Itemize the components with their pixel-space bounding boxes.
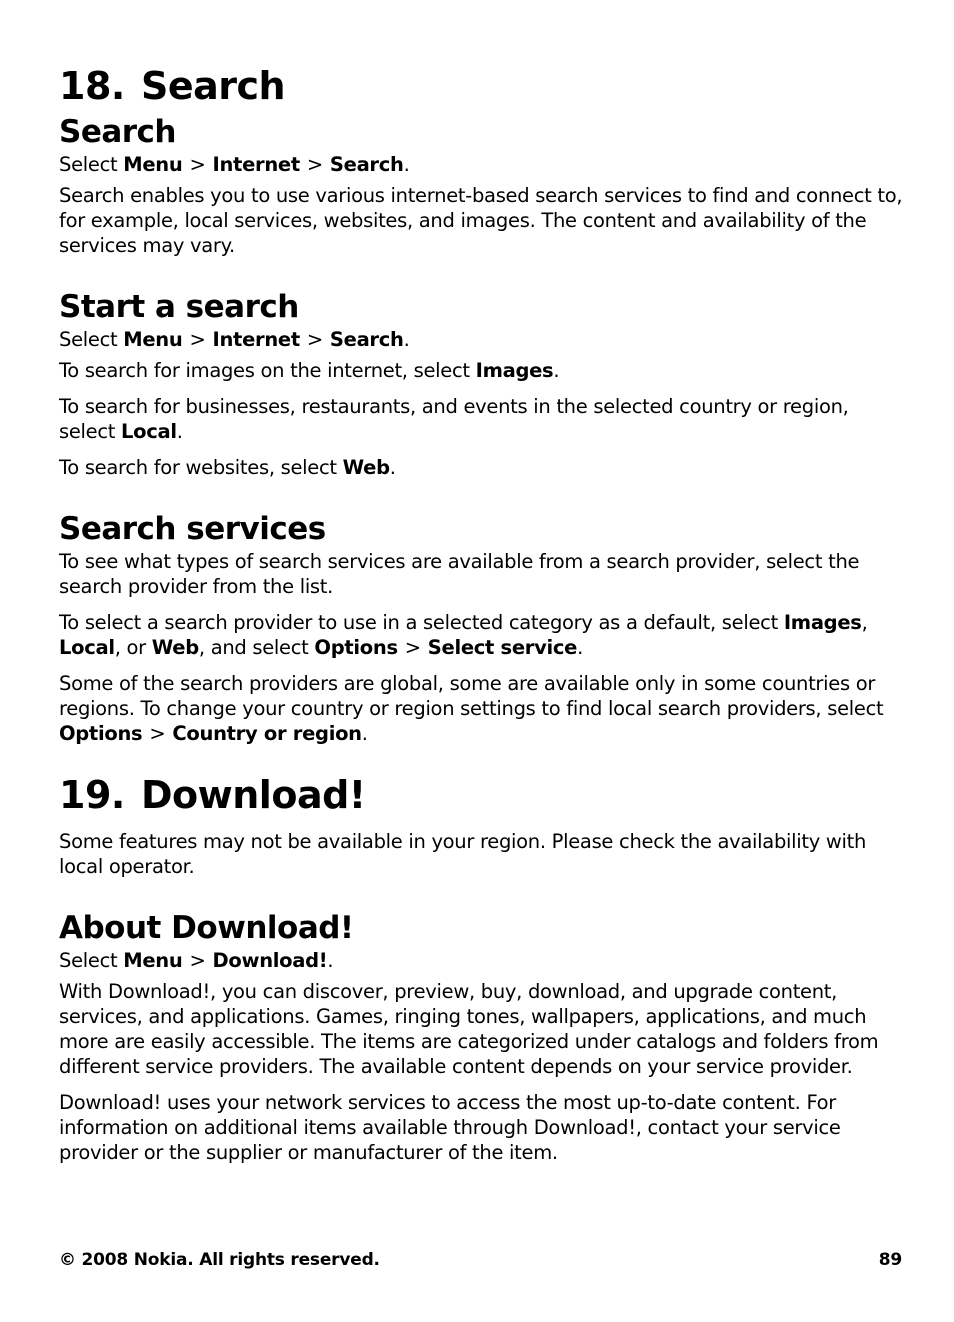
- option-images: Images: [783, 611, 862, 634]
- menu-link-menu: Menu: [123, 328, 183, 351]
- chapter-title-download: [59, 769, 907, 821]
- menu-path: Select Menu > Internet > Search.: [59, 328, 410, 351]
- copyright-notice: © 2008 Nokia. All rights reserved.: [59, 1250, 380, 1270]
- manual-page: [59, 60, 907, 1176]
- chapter-title-text: Search: [141, 64, 286, 108]
- page-footer: [59, 1248, 902, 1272]
- menu-link-options: Options: [59, 722, 143, 745]
- chapter-number: 18.: [59, 64, 125, 108]
- option-local: Local: [121, 420, 177, 443]
- paragraph: To select a search provider to use in a selected category as a default, select Images, Local, or Web, and select Options > Select service.: [59, 611, 868, 659]
- page-number: 89: [878, 1250, 902, 1270]
- option-local: Local: [59, 636, 115, 659]
- section-heading-about-download: About Download!: [59, 910, 354, 946]
- option-images: Images: [475, 359, 554, 382]
- option-web: Web: [342, 456, 390, 479]
- option-web: Web: [151, 636, 199, 659]
- chapter-title-search: [59, 60, 907, 112]
- chapter-title-text: Download!: [141, 773, 366, 817]
- menu-path: Select Menu > Internet > Search.: [59, 153, 410, 176]
- paragraph: To search for websites, select Web.: [59, 456, 396, 479]
- menu-link-search: Search: [329, 153, 404, 176]
- section-heading-search-services: Search services: [59, 511, 326, 547]
- paragraph: To search for businesses, restaurants, and events in the selected country or region, select Local.: [59, 395, 849, 443]
- section-heading-start-a-search: Start a search: [59, 289, 299, 325]
- paragraph: Download! uses your network services to access the most up-to-date content. For information on additional items available through Download!, contact your service provider or the supplier or manufacturer of the item.: [59, 1091, 841, 1164]
- menu-link-download: Download!: [212, 949, 328, 972]
- menu-link-internet: Internet: [212, 153, 300, 176]
- menu-link-menu: Menu: [123, 153, 183, 176]
- paragraph: To search for images on the internet, select Images.: [59, 359, 560, 382]
- menu-link-options: Options: [314, 636, 398, 659]
- menu-link-internet: Internet: [212, 328, 300, 351]
- chapter-number: 19.: [59, 773, 125, 817]
- paragraph: Some of the search providers are global, some are available only in some countries or regions. To change your country or region settings to find local search providers, select Options > Country or region.: [59, 672, 884, 745]
- paragraph: Some features may not be available in your region. Please check the availability with local operator.: [59, 830, 867, 878]
- paragraph: Search enables you to use various internet-based search services to find and connect to, for example, local services, websites, and images. The content and availability of the services may vary.: [59, 184, 903, 257]
- paragraph: To see what types of search services are available from a search provider, select the search provider from the list.: [59, 550, 860, 598]
- menu-link-menu: Menu: [123, 949, 183, 972]
- section-heading-search: Search: [59, 114, 177, 150]
- menu-path: Select Menu > Download!.: [59, 949, 334, 972]
- menu-link-search: Search: [329, 328, 404, 351]
- paragraph: With Download!, you can discover, preview, buy, download, and upgrade content, services, and applications. Games, ringing tones, wallpapers, applications, and much more are easily accessible. The items are categorized under catalogs and folders from different service providers. The available content depends on your service provider.: [59, 980, 879, 1078]
- menu-link-country-or-region: Country or region: [172, 722, 362, 745]
- menu-link-select-service: Select service: [427, 636, 578, 659]
